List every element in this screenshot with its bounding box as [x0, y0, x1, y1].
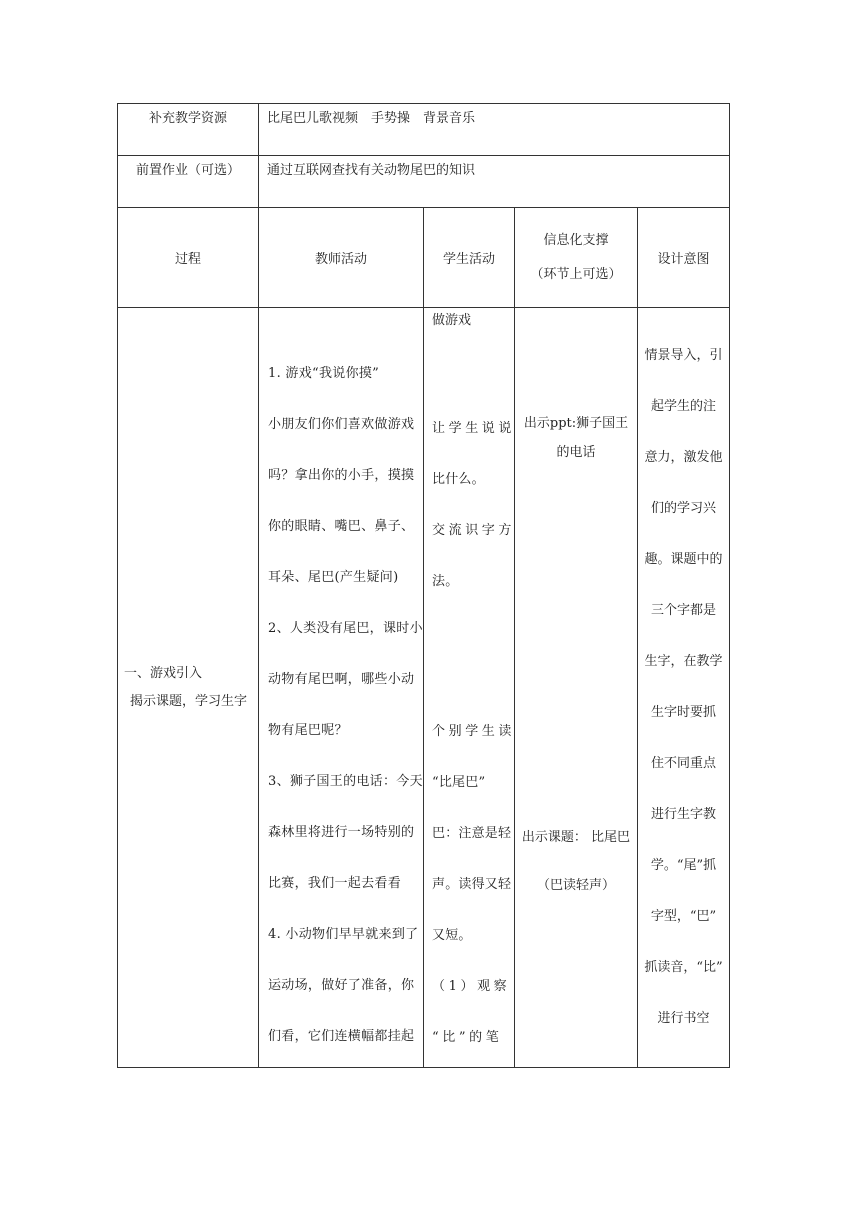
teacher-line: 比赛，我们一起去看看: [268, 876, 402, 891]
teacher-line: 动物有尾巴啊，哪些小动: [268, 672, 415, 687]
student-line: “比尾巴”: [432, 775, 486, 790]
header-student: 学生活动: [424, 208, 515, 308]
teacher-line: 3、狮子国王的电话：今天: [268, 774, 423, 789]
design-line: 学。“尾”抓: [650, 858, 717, 873]
design-line: 进行书空: [657, 1011, 710, 1026]
info-item-2: [515, 812, 637, 911]
teacher-line: 物有尾巴呢？: [268, 723, 348, 738]
info-line: 出示课题： 比尾巴: [521, 830, 631, 845]
design-line: 趣。课题中的: [644, 552, 723, 567]
student-activity-cell: [424, 308, 515, 1068]
student-line: 个别学生读: [432, 724, 516, 739]
header-info-line2: （环节上可选）: [530, 266, 622, 282]
process-line-1: 一、游戏引入: [124, 665, 203, 681]
header-teacher: 教师活动: [259, 208, 424, 308]
design-line: 住不同重点: [651, 756, 717, 771]
design-line: 生字时要抓: [651, 705, 717, 720]
student-top: 做游戏: [432, 313, 472, 328]
teacher-line: 运动场，做好了准备，你: [268, 978, 415, 993]
homework-row: [118, 156, 730, 208]
student-line: “比”的笔: [432, 1030, 503, 1045]
student-line: （1）观察: [432, 979, 511, 994]
info-line: 的电话: [556, 445, 596, 460]
process-cell: [118, 308, 259, 1068]
student-line: 巴：注意是轻: [432, 826, 512, 841]
homework-value: 通过互联网查找有关动物尾巴的知识: [259, 156, 730, 208]
header-info: [515, 208, 638, 308]
info-item-1: [515, 398, 637, 478]
content-row: [118, 308, 730, 1068]
resources-value: 比尾巴儿歌视频 手势操 背景音乐: [259, 104, 730, 156]
teacher-line: 你的眼睛、嘴巴、鼻子、: [268, 519, 415, 534]
header-design: 设计意图: [638, 208, 730, 308]
student-group-2: [432, 706, 514, 1063]
student-line: 又短。: [432, 928, 472, 943]
resources-label: 补充教学资源: [118, 104, 259, 156]
student-line: 比什么。: [432, 472, 485, 487]
teacher-line: 们看，它们连横幅都挂起: [268, 1029, 415, 1044]
student-line: 声。读得又轻: [432, 877, 512, 892]
student-line: 交流识字方: [432, 523, 516, 538]
teacher-line: 森林里将进行一场特别的: [268, 825, 415, 840]
design-line: 们的学习兴: [651, 501, 717, 516]
student-line: 让学生说说: [432, 421, 516, 436]
design-line: 进行生字教: [651, 807, 717, 822]
resources-row: [118, 104, 730, 156]
teacher-line: 4. 小动物们早早就来到了: [268, 927, 419, 942]
teacher-activity-cell: [259, 308, 424, 1068]
header-process: 过程: [118, 208, 259, 308]
design-line: 字型，“巴”: [650, 909, 717, 924]
header-row: [118, 208, 730, 308]
design-line: 情景导入，引: [644, 348, 723, 363]
info-line: （巴读轻声）: [536, 878, 615, 893]
design-line: 生字，在教学: [644, 654, 723, 669]
design-line: 三个字都是: [651, 603, 717, 618]
student-group-1: [432, 403, 514, 607]
teacher-line: 1. 游戏“我说你摸”: [268, 366, 380, 381]
process-line-2: 揭示课题，学习生字: [130, 693, 248, 709]
info-support-cell: [515, 308, 638, 1068]
design-line: 意力，激发他: [644, 450, 723, 465]
teacher-line: 小朋友们你们喜欢做游戏: [268, 417, 415, 432]
lesson-plan-table: [117, 103, 730, 1068]
info-line: 出示ppt:狮子国王: [523, 416, 629, 431]
teacher-line: 2、人类没有尾巴，课时小: [268, 621, 423, 636]
design-intent-cell: [638, 308, 730, 1068]
homework-label: 前置作业（可选）: [118, 156, 259, 208]
teacher-line: 耳朵、尾巴(产生疑问): [268, 570, 399, 585]
student-line: 法。: [432, 574, 459, 589]
header-info-line1: 信息化支撑: [543, 232, 609, 248]
design-line: 抓读音，“比”: [644, 960, 723, 975]
design-line: 起学生的注: [651, 399, 717, 414]
teacher-line: 吗？拿出你的小手，摸摸: [268, 468, 415, 483]
